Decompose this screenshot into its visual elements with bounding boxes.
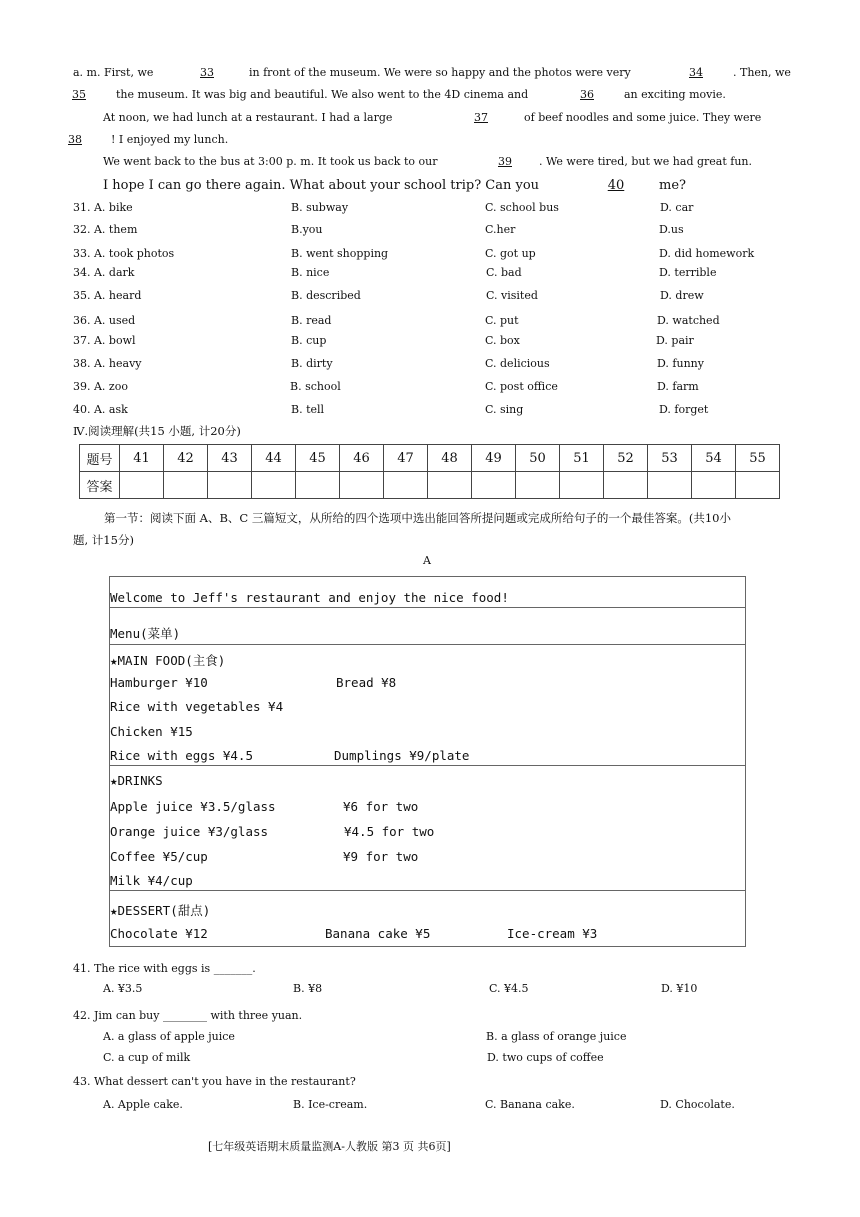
instruction: 题, 计15分)	[73, 533, 134, 547]
section-heading: Ⅳ.阅读理解(共15 小题, 计20分)	[73, 424, 241, 438]
divider	[110, 765, 745, 766]
passage-text: of beef noodles and some juice. They were	[524, 111, 762, 124]
option-c: C. a cup of milk	[103, 1051, 191, 1064]
option-a: 36. A. used	[73, 314, 136, 327]
menu-item: Banana cake ¥5	[325, 926, 431, 941]
option-c: C. sing	[485, 403, 524, 416]
answer-cell[interactable]	[296, 472, 340, 499]
passage-text: the museum. It was big and beautiful. We also went to the 4D cinema and	[116, 88, 529, 101]
question-number: 48	[428, 445, 472, 472]
blank-35: 35	[72, 88, 86, 101]
option-b: B. cup	[291, 334, 327, 347]
dessert-heading: ★DESSERT(甜点)	[110, 903, 211, 918]
question-stem: 41. The rice with eggs is _______.	[73, 962, 256, 975]
option-c: C. box	[485, 334, 520, 347]
passage-letter: A	[423, 554, 431, 567]
option-c: C. delicious	[485, 357, 550, 370]
passage-text: me?	[659, 178, 686, 193]
option-b: B. nice	[291, 266, 330, 279]
option-d: D. funny	[657, 357, 704, 370]
option-d: D. farm	[657, 380, 699, 393]
menu-item: Bread ¥8	[336, 675, 397, 690]
menu-item: Coffee ¥5/cup	[110, 849, 208, 864]
menu-item: Chicken ¥15	[110, 724, 193, 739]
question-number: 42	[164, 445, 208, 472]
option-b: B. school	[290, 380, 341, 393]
question-number: 52	[604, 445, 648, 472]
question-number: 55	[736, 445, 780, 472]
passage-text: I hope I can go there again. What about your school trip? Can you	[103, 178, 540, 193]
answer-cell[interactable]	[208, 472, 252, 499]
answer-cell[interactable]	[692, 472, 736, 499]
answer-cell[interactable]	[736, 472, 780, 499]
answer-cell[interactable]	[340, 472, 384, 499]
menu-item: ¥6 for two	[343, 799, 419, 814]
option-d: D. forget	[659, 403, 709, 416]
menu-item: Milk ¥4/cup	[110, 873, 193, 888]
answer-cell[interactable]	[560, 472, 604, 499]
option-c: C. got up	[485, 247, 536, 260]
question-number: 45	[296, 445, 340, 472]
menu-item: Apple juice ¥3.5/glass	[110, 799, 276, 814]
question-stem: 43. What dessert can't you have in the restaurant?	[73, 1075, 356, 1088]
option-d: D.us	[659, 223, 684, 236]
blank-34: 34	[689, 66, 703, 79]
option-b: B. a glass of orange juice	[486, 1030, 627, 1043]
blank-36: 36	[580, 88, 594, 101]
blank-37: 37	[474, 111, 488, 124]
option-c: C. Banana cake.	[485, 1098, 575, 1111]
option-a: 40. A. ask	[73, 403, 128, 416]
divider	[110, 644, 745, 645]
question-number: 51	[560, 445, 604, 472]
answer-cell[interactable]	[648, 472, 692, 499]
blank-39: 39	[498, 155, 512, 168]
answer-cell[interactable]	[472, 472, 516, 499]
answer-cell[interactable]	[252, 472, 296, 499]
answer-cell[interactable]	[516, 472, 560, 499]
answer-cell[interactable]	[604, 472, 648, 499]
restaurant-menu	[109, 576, 746, 947]
answer-cell[interactable]	[164, 472, 208, 499]
menu-item: Orange juice ¥3/glass	[110, 824, 269, 839]
question-number: 44	[252, 445, 296, 472]
option-a: 34. A. dark	[73, 266, 135, 279]
option-d: D. did homework	[659, 247, 755, 260]
option-c: C. put	[485, 314, 519, 327]
option-b: B. tell	[291, 403, 325, 416]
instruction: 第一节：阅读下面 A、B、C 三篇短文，从所给的四个选项中选出能回答所提问题或完成所给句子的一个最佳答案。(共10小	[104, 511, 731, 525]
answer-table	[79, 444, 780, 499]
option-b: B. Ice-cream.	[293, 1098, 368, 1111]
passage-text: ! I enjoyed my lunch.	[111, 133, 229, 146]
menu-item: Rice with vegetables ¥4	[110, 699, 284, 714]
question-number: 43	[208, 445, 252, 472]
passage-text: . We were tired, but we had great fun.	[539, 155, 753, 168]
option-b: B. ¥8	[293, 982, 323, 995]
menu-item: ¥4.5 for two	[344, 824, 435, 839]
menu-item: ¥9 for two	[343, 849, 419, 864]
option-b: B. subway	[291, 201, 349, 214]
question-number: 47	[384, 445, 428, 472]
passage-text: a. m. First, we	[73, 66, 154, 79]
option-a: 39. A. zoo	[73, 380, 128, 393]
option-d: D. Chocolate.	[660, 1098, 735, 1111]
answer-cell[interactable]	[428, 472, 472, 499]
passage-text: . Then, we	[733, 66, 791, 79]
option-c: C. ¥4.5	[489, 982, 529, 995]
menu-welcome: Welcome to Jeff's restaurant and enjoy the nice food!	[110, 590, 509, 605]
table-row-label: 答案	[80, 472, 120, 499]
blank-40: 40	[607, 178, 625, 193]
question-number: 49	[472, 445, 516, 472]
option-d: D. two cups of coffee	[487, 1051, 604, 1064]
main-food-heading: ★MAIN FOOD(主食)	[110, 653, 226, 668]
menu-item: Rice with eggs ¥4.5	[110, 748, 253, 763]
passage-text: in front of the museum. We were so happy and the photos were very	[249, 66, 631, 79]
option-b: B. dirty	[291, 357, 333, 370]
option-c: C.her	[485, 223, 516, 236]
passage-text: an exciting movie.	[624, 88, 726, 101]
option-d: D. watched	[657, 314, 720, 327]
drinks-heading: ★DRINKS	[110, 773, 163, 788]
blank-38: 38	[68, 133, 82, 146]
option-c: C. visited	[486, 289, 538, 302]
option-c: C. post office	[485, 380, 558, 393]
option-a: 37. A. bowl	[73, 334, 136, 347]
option-b: B. described	[291, 289, 361, 302]
option-b: B.you	[291, 223, 323, 236]
question-number: 41	[120, 445, 164, 472]
option-c: C. school bus	[485, 201, 559, 214]
option-d: D. ¥10	[661, 982, 698, 995]
option-b: B. went shopping	[291, 247, 389, 260]
answer-cell[interactable]	[384, 472, 428, 499]
option-d: D. drew	[660, 289, 704, 302]
option-b: B. read	[291, 314, 332, 327]
divider	[110, 607, 745, 608]
option-d: D. terrible	[659, 266, 717, 279]
table-row-label: 题号	[80, 445, 120, 472]
divider	[110, 890, 745, 891]
question-number: 50	[516, 445, 560, 472]
option-a: 33. A. took photos	[73, 247, 175, 260]
page-footer: [七年级英语期末质量监测A-人教版 第3 页 共6页]	[208, 1140, 451, 1153]
option-a: 32. A. them	[73, 223, 138, 236]
option-d: D. car	[660, 201, 694, 214]
option-c: C. bad	[486, 266, 522, 279]
option-d: D. pair	[656, 334, 694, 347]
passage-text: At noon, we had lunch at a restaurant. I had a large	[103, 111, 393, 124]
menu-item: Chocolate ¥12	[110, 926, 208, 941]
option-a: A. a glass of apple juice	[103, 1030, 235, 1043]
option-a: 35. A. heard	[73, 289, 142, 302]
question-number: 46	[340, 445, 384, 472]
question-number: 53	[648, 445, 692, 472]
blank-33: 33	[200, 66, 214, 79]
option-a: A. Apple cake.	[103, 1098, 183, 1111]
passage-text: We went back to the bus at 3:00 p. m. It took us back to our	[103, 155, 438, 168]
menu-item: Hamburger ¥10	[110, 675, 208, 690]
option-a: 38. A. heavy	[73, 357, 142, 370]
answer-cell[interactable]	[120, 472, 164, 499]
menu-title: Menu(菜单)	[110, 626, 181, 641]
question-number: 54	[692, 445, 736, 472]
question-stem: 42. Jim can buy ________ with three yuan.	[73, 1009, 303, 1022]
menu-item: Dumplings ¥9/plate	[334, 748, 470, 763]
menu-item: Ice-cream ¥3	[507, 926, 598, 941]
option-a: A. ¥3.5	[103, 982, 143, 995]
option-a: 31. A. bike	[73, 201, 133, 214]
